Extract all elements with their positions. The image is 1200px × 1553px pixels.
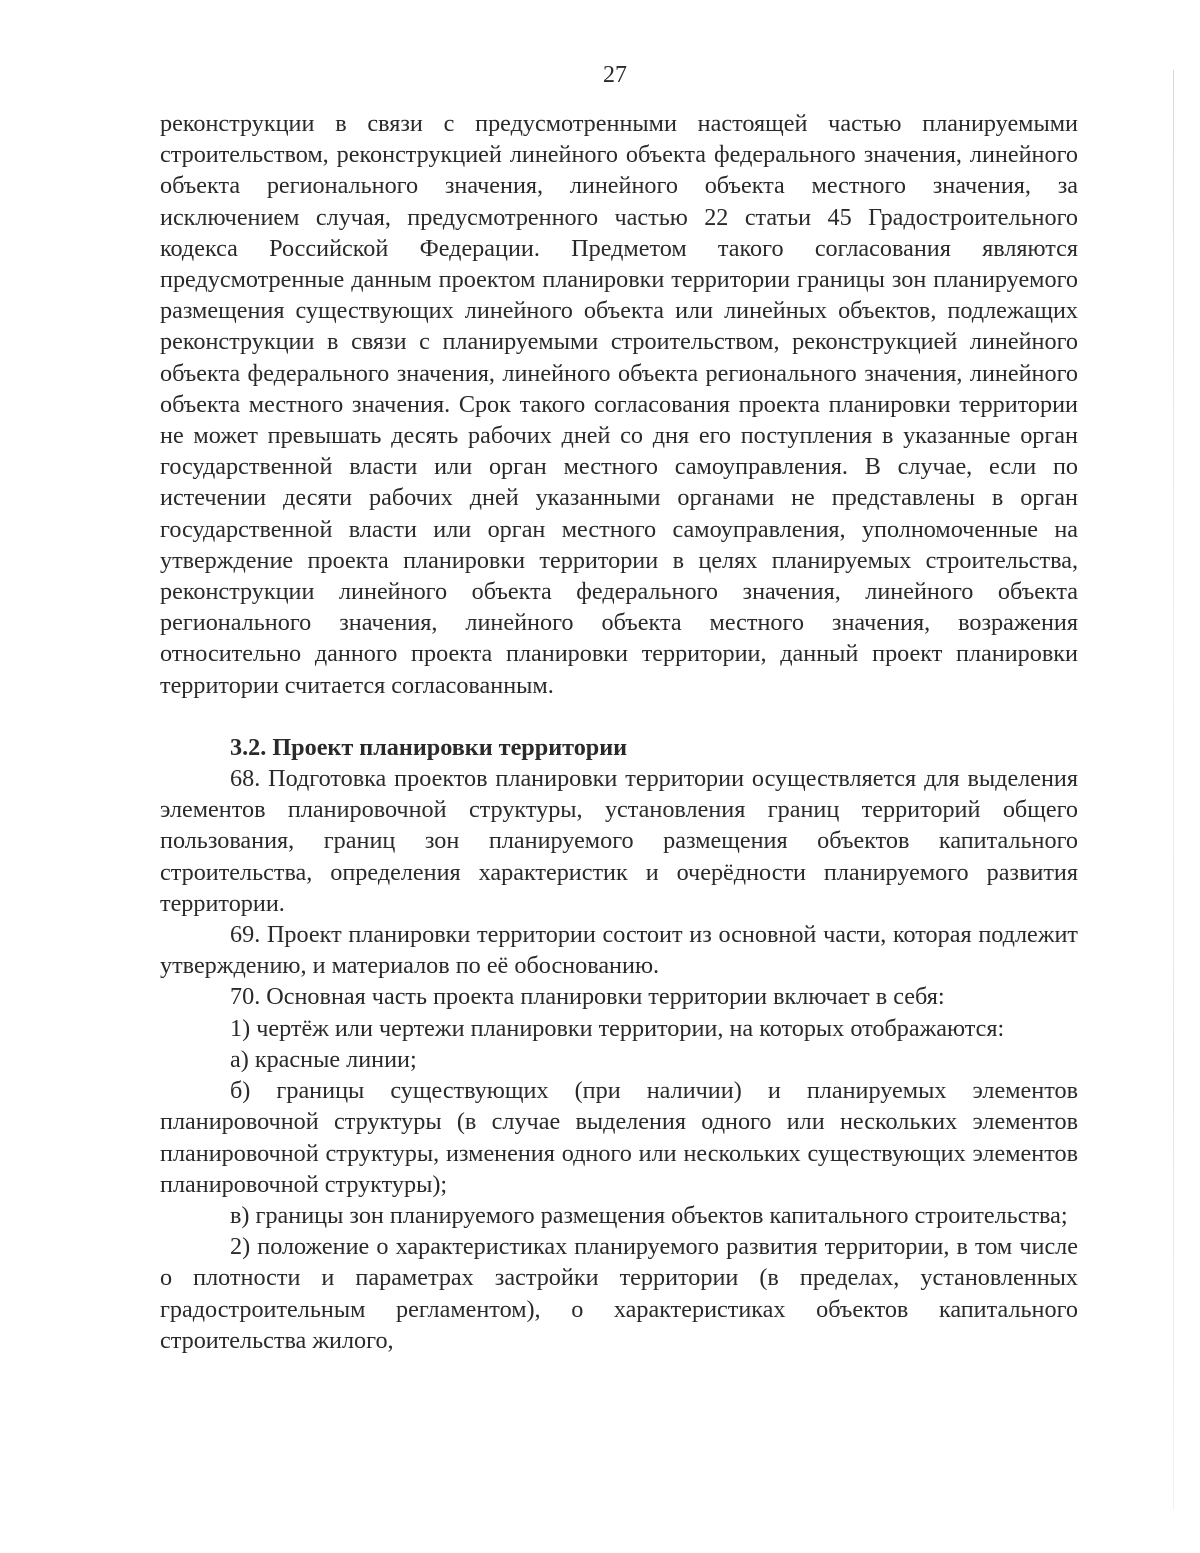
paragraph-68: 68. Подготовка проектов планировки территории осуществляется для выделения элементов планировочной структуры, установления границ территорий общего пользования, границ зон планируемого размещения объектов капитального строительства, определения характеристик и очерёдности планируемого развития территории. bbox=[160, 765, 1078, 917]
continuation-paragraph: реконструкции в связи с предусмотренными настоящей частью планируемыми строительством, реконструкцией линейного объекта федерального значения, линейного объекта регионального значения, линейного объекта местного значения, за исключением случая, предусмотренного частью 22 статьи 45 Градостроительного кодекса Российской Федерации. Предметом такого согласования являются предусмотренные данным проектом планировки территории границы зон планируемого размещения существующих линейного объекта или линейных объектов, подлежащих реконструкции в связи с планируемыми строительством, реконструкцией линейного объекта федерального значения, линейного объекта регионального значения, линейного объекта местного значения. Срок такого согласования проекта планировки территории не может превышать десять рабочих дней со дня его поступления в указанные орган государственной власти или орган местного самоуправления. В случае, если по истечении десяти рабочих дней указанными органами не представлены в орган государственной власти или орган местного самоуправления, уполномоченные на утверждение проекта планировки территории в целях планируемых строительства, реконструкции линейного объекта федерального значения, линейного объекта регионального значения, линейного объекта местного значения, возражения относительно данного проекта планировки территории, данный проект планировки территории считается согласованным. bbox=[160, 110, 1078, 699]
page-number: 27 bbox=[603, 62, 627, 88]
list-item-1a: а) красные линии; bbox=[230, 1045, 417, 1073]
paragraph-69: 69. Проект планировки территории состоит из основной части, которая подлежит утверждению, и материалов по её обоснованию. bbox=[160, 921, 1078, 980]
list-item-2: 2) положение о характеристиках планируемого развития территории, в том числе о плотности и параметрах застройки территории (в пределах, установленных градостроительным регламентом), о характеристиках объектов капитального строительства жилого, bbox=[160, 1233, 1078, 1354]
scan-edge-line bbox=[1173, 70, 1174, 1510]
paragraph-70: 70. Основная часть проекта планировки территории включает в себя: bbox=[230, 983, 945, 1011]
section-heading: 3.2. Проект планировки территории bbox=[230, 733, 628, 761]
document-body bbox=[160, 108, 1078, 1356]
list-item-1b: б) границы существующих (при наличии) и планируемых элементов планировочной структуры (в случае выделения одного или нескольких элементов планировочной структуры, изменения одного или нескольких существующих элементов планировочной структуры); bbox=[160, 1077, 1078, 1198]
list-item-1v: в) границы зон планируемого размещения объектов капитального строительства; bbox=[230, 1201, 1068, 1229]
list-item-1: 1) чертёж или чертежи планировки территории, на которых отображаются: bbox=[230, 1014, 1005, 1042]
